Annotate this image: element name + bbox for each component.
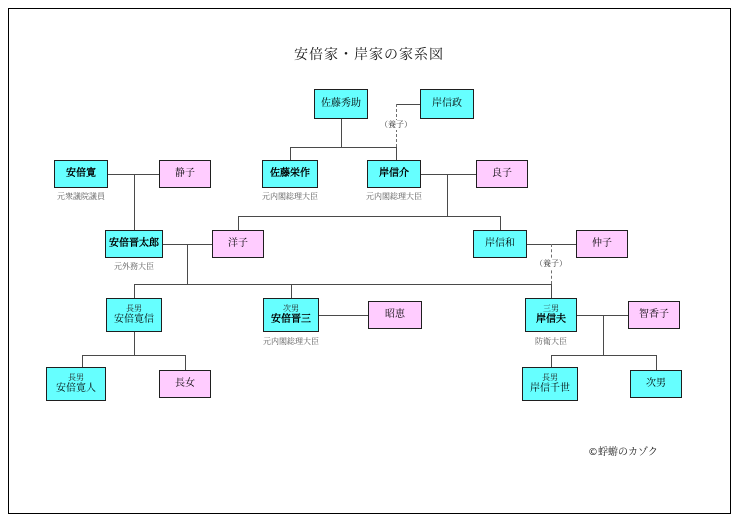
connector-line bbox=[656, 355, 657, 370]
node-second-son bbox=[630, 370, 682, 398]
node-eldest-daughter bbox=[159, 370, 211, 398]
connector-line bbox=[421, 174, 476, 175]
person-name: 岸信和 bbox=[485, 237, 515, 249]
adoption-label: （養子） bbox=[527, 259, 575, 269]
connector-line bbox=[290, 147, 396, 148]
connector-line bbox=[500, 216, 501, 230]
adoption-label: （養子） bbox=[372, 120, 420, 130]
connector-line bbox=[551, 284, 552, 298]
node-nakako bbox=[576, 230, 628, 258]
connector-line bbox=[290, 147, 291, 160]
connector-line bbox=[319, 315, 368, 316]
node-kishi-nobukazu bbox=[473, 230, 527, 258]
person-name: 静子 bbox=[175, 167, 195, 179]
node-abe-shintaro bbox=[105, 230, 163, 258]
node-shizuko bbox=[159, 160, 211, 188]
connector-line bbox=[187, 244, 188, 284]
connector-line bbox=[134, 332, 135, 355]
connector-line bbox=[134, 284, 135, 298]
diagram-title: 安倍家・岸家の家系図 bbox=[294, 47, 444, 63]
person-name: 佐藤秀助 bbox=[321, 97, 361, 109]
person-name: 長女 bbox=[175, 377, 195, 389]
connector-line bbox=[238, 216, 239, 230]
node-akie bbox=[368, 301, 422, 329]
person-name: 智香子 bbox=[639, 308, 669, 320]
connector-line bbox=[396, 147, 397, 160]
node-abe-kan bbox=[54, 160, 108, 188]
person-name: 安倍寛 bbox=[66, 167, 96, 179]
person-name: 佐藤栄作 bbox=[270, 167, 310, 179]
connector-line bbox=[134, 284, 551, 285]
person-role: 元内閣総理大臣 bbox=[262, 192, 318, 201]
birth-order-label: 長男 bbox=[126, 303, 142, 313]
node-kishi-nobusuke bbox=[367, 160, 421, 188]
connector-line bbox=[82, 355, 83, 367]
person-role: 元衆議院議員 bbox=[57, 192, 105, 201]
person-name: 次男 bbox=[646, 377, 666, 389]
person-name: 良子 bbox=[492, 167, 512, 179]
node-ryoko bbox=[476, 160, 528, 188]
person-name: 昭恵 bbox=[385, 308, 405, 320]
person-name: 岸信政 bbox=[432, 97, 462, 109]
connector-line bbox=[447, 174, 448, 216]
connector-line bbox=[396, 104, 420, 105]
node-kishi-nobuchiyo bbox=[522, 367, 578, 401]
connector-line bbox=[551, 355, 656, 356]
person-name: 岸信千世 bbox=[530, 382, 570, 394]
connector-line bbox=[603, 315, 604, 355]
connector-line bbox=[238, 216, 500, 217]
copyright-text: ©蜉蝣のカゾク bbox=[588, 447, 658, 458]
node-abe-shinzo bbox=[263, 298, 319, 332]
connector-line bbox=[185, 355, 186, 370]
person-name: 岸信介 bbox=[379, 167, 409, 179]
person-name: 仲子 bbox=[592, 237, 612, 249]
node-chikako bbox=[628, 301, 680, 329]
connector-line bbox=[341, 119, 342, 147]
birth-order-label: 長男 bbox=[542, 372, 558, 382]
node-kishi-nobumasa bbox=[420, 89, 474, 119]
node-abe-hiroto bbox=[46, 367, 106, 401]
person-role: 元外務大臣 bbox=[114, 262, 154, 271]
person-role: 元内閣総理大臣 bbox=[366, 192, 422, 201]
connector-line bbox=[291, 284, 292, 298]
person-role: 防衛大臣 bbox=[535, 337, 567, 346]
person-name: 安倍寛信 bbox=[114, 313, 154, 325]
node-yoko bbox=[212, 230, 264, 258]
node-abe-hironobu bbox=[106, 298, 162, 332]
person-role: 元内閣総理大臣 bbox=[263, 337, 319, 346]
birth-order-label: 長男 bbox=[68, 372, 84, 382]
connector-line bbox=[551, 355, 552, 367]
connector-line bbox=[134, 174, 135, 230]
birth-order-label: 三男 bbox=[543, 303, 559, 313]
node-sato-hidesuke bbox=[314, 89, 368, 119]
person-name: 岸信夫 bbox=[536, 313, 566, 325]
person-name: 安倍晋三 bbox=[271, 313, 311, 325]
person-name: 安倍晋太郎 bbox=[109, 237, 159, 249]
node-sato-eisaku bbox=[262, 160, 318, 188]
person-name: 洋子 bbox=[228, 237, 248, 249]
connector-line bbox=[82, 355, 185, 356]
person-name: 安倍寛人 bbox=[56, 382, 96, 394]
node-kishi-nobuo bbox=[525, 298, 577, 332]
birth-order-label: 次男 bbox=[283, 303, 299, 313]
